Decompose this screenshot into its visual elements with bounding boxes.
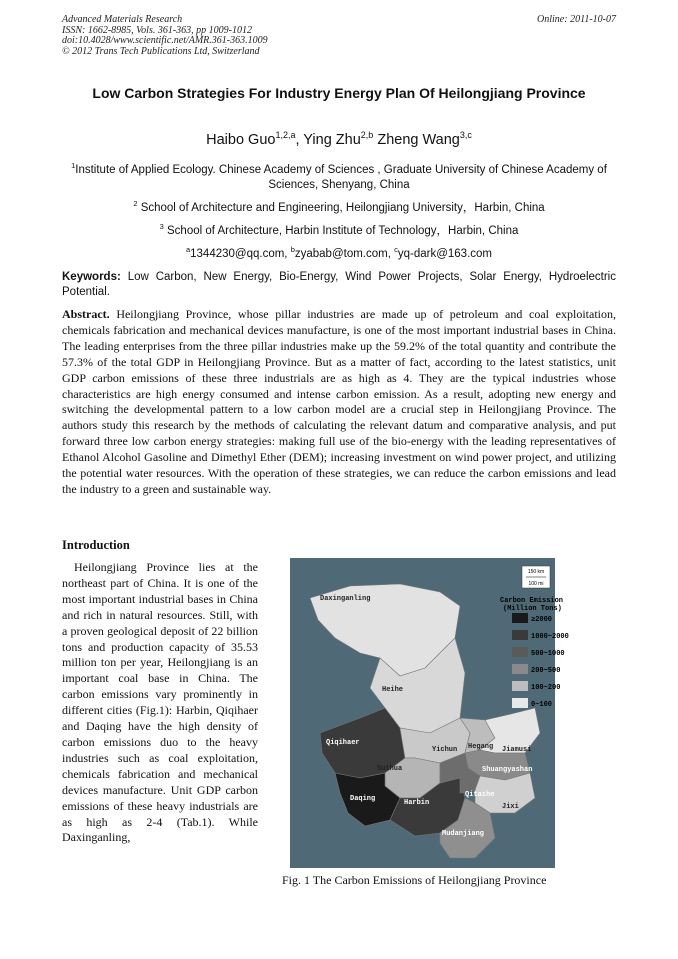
legend-unit: (Million Tons) <box>503 605 562 613</box>
email-line: $^a$1344230@qq.com, $^b$zyabab@tom.com, $^c$yq-dark@163.com <box>185 245 493 260</box>
affiliation-2: $^2$ School of Architecture and Engineering, Heilongjiang University，Harbin, China <box>133 199 545 214</box>
copyright-line: © 2012 Trans Tech Publications Ltd, Switzerland <box>62 45 260 57</box>
author-sup: 1,2,a <box>275 130 296 140</box>
journal-name: Advanced Materials Research <box>62 14 183 25</box>
label-shuangyashan: Shuangyashan <box>482 766 533 774</box>
label-qitaihe: Qitaihe <box>465 791 495 799</box>
abstract-label: Abstract. <box>62 307 110 321</box>
legend-swatch <box>512 630 528 640</box>
author-list: Haibo Guo$^{1,2,a}$, Ying Zhu$^{2,b}$ Zheng Wang$^{3,c}$ <box>206 130 472 148</box>
paper-title: Low Carbon Strategies For Industry Energy Plan Of Heilongjiang Province <box>92 85 586 101</box>
label-suihua: Suihua <box>377 765 403 773</box>
affiliation-1: $^1$Institute of Applied Ecology. Chinese Academy of Sciences , Graduate University of Chinese Academy of Sciences, Shenyang, China <box>71 161 607 191</box>
abstract <box>62 307 616 498</box>
label-harbin: Harbin <box>404 799 430 807</box>
carbon-emission-map <box>290 558 569 868</box>
legend-label: 0~100 <box>531 701 553 709</box>
legend-swatch <box>512 647 528 657</box>
keywords-text: Low Carbon, New Energy, Bio-Energy, Wind Power Projects, Solar Energy, Hydroelectric Potential. <box>62 271 616 298</box>
label-heihe: Heihe <box>382 686 404 694</box>
map-svg <box>290 558 569 868</box>
label-mudanjiang: Mudanjiang <box>442 830 485 838</box>
issn-line: ISSN: 1662-8985, Vols. 361-363, pp 1009-1012 <box>62 24 252 36</box>
figure-caption: Fig. 1 The Carbon Emissions of Heilongjiang Province <box>282 873 547 887</box>
label-yichun: Yichun <box>432 746 458 754</box>
email-a[interactable]: 1344230@qq.com, <box>190 247 288 260</box>
legend-title: Carbon Emission <box>500 597 564 605</box>
legend-swatch <box>512 698 528 708</box>
label-jixi: Jixi <box>502 803 519 811</box>
scale-top-label: 150 km <box>527 569 545 575</box>
legend-label: 100~200 <box>531 684 561 692</box>
author-sup: 3,c <box>459 130 472 140</box>
journal-header <box>62 15 268 57</box>
keywords <box>62 270 616 300</box>
legend-label: 500~1000 <box>531 650 565 658</box>
label-daxinganling: Daxinganling <box>320 595 371 603</box>
legend-label: 1000~2000 <box>531 633 569 641</box>
author-name: Ying Zhu <box>303 131 361 148</box>
author-name: Zheng Wang <box>377 131 460 148</box>
email-c[interactable]: yq-dark@163.com <box>397 247 493 260</box>
keywords-label: Keywords: <box>62 271 121 283</box>
label-hegang: Hegang <box>468 743 494 751</box>
legend-label: 200~500 <box>531 667 561 675</box>
label-qiqihaer: Qiqihaer <box>326 739 360 747</box>
label-jiamusi: Jiamusi <box>502 746 532 754</box>
online-date: Online: 2011-10-07 <box>537 14 616 25</box>
scale-bottom-label: 100 mi <box>528 581 544 587</box>
introduction-text: Heilongjiang Province lies at the northeast part of China. It is one of the most important industrial bases in China and rich in natural resources. Still, with a proven geological deposit of 22 billion tons and production capacity of 35.53 million ton per year, Heilongjiang is an important coal base in China. The carbon emissions vary prominently in different cities (Fig.1): Harbin, Qiqihaer and Daqing have the high density of carbon emissions duo to the heavy industries such as coal exploitation, chemicals fabrication and mechanical devices manufacture. Unit GDP carbon emissions of these heavy industrials are as high as 2-4 (Tab.1). While Daxinganling, <box>62 560 258 845</box>
affiliation-3: $^3$ School of Architecture, Harbin Institute of Technology，Harbin, China <box>159 222 519 237</box>
author-sup: 2,b <box>360 130 374 140</box>
email-b[interactable]: zyabab@tom.com, <box>294 247 391 260</box>
abstract-text: Heilongjiang Province, whose pillar industries are made up of petroleum and coal exploitation, chemicals fabrication and mechanical devices manufacture, is one of the most important industrial bases in China. The leading enterprises from the three pillar industries make up the 59.2% of the total quantity and contribute the 57.3% of the total GDP in Heilongjiang Province. But as a matter of fact, according to the latest statistics, unit GDP carbon emissions of these three industrials are as high as 4. They are the typical industries whose characteristics are high energy consumed and intense carbon emission. As a result, adopting new energy and switching the developmental pattern to a low carbon model are a crucial step in Heilongjiang Province. The authors study this research by the methods of calculating the relevant datum and comparative analysis, and put forward three low carbon energy strategies: making full use of the bio-energy with the leading representatives of Ethanol Alcohol Gasoline and Dimethyl Ether (DEM); increasing investment on wind power project, and utilizing the potential water resources. With the operation of these strategies, we can reduce the carbon emissions and lead the industry to a green and sustainable way. <box>62 307 616 496</box>
introduction-heading: Introduction <box>62 538 130 552</box>
legend-label: ≥2000 <box>531 616 553 624</box>
legend-swatch <box>512 681 528 691</box>
author-name: Haibo Guo <box>206 131 276 148</box>
doi-line: doi:10.4028/www.scientific.net/AMR.361-363.1009 <box>62 35 268 46</box>
legend-swatch <box>512 664 528 674</box>
label-daqing: Daqing <box>350 795 376 803</box>
legend-swatch <box>512 613 528 623</box>
